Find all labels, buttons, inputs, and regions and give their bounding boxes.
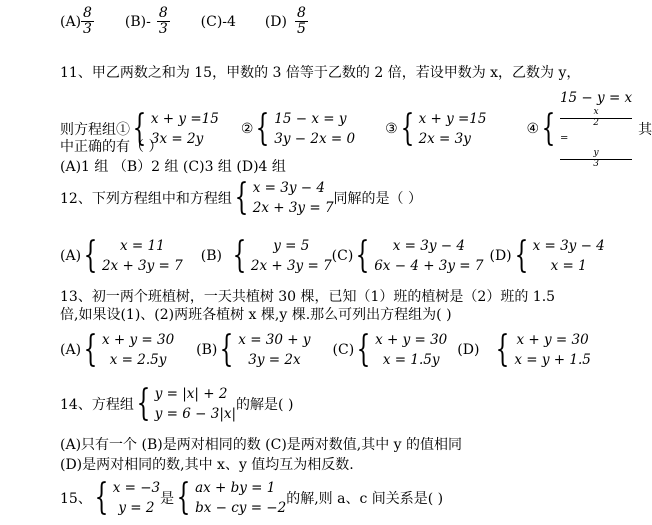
q11-choices: (A)1 组 （B）2 组 (C)3 组 (D)4 组 [60,159,286,175]
q13-d-system: { x + y = 30 x = y + 1.5 [496,329,591,370]
q13-a-label: (A) [60,342,82,358]
q11-mark-4: ④ [526,120,540,137]
q10-d-label: (D) [264,13,287,30]
q10-a-label: (A) [60,13,82,30]
q15-mid: 是 [160,491,175,507]
q13-a-system: { x + y = 30 x = 2.5y [83,329,175,370]
q11-mark-2: ② [240,120,254,137]
q12-c-label: (C) [331,248,354,264]
q12-b-system: { y = 5 2x + 3y = 7 [232,235,332,276]
q11-system-3: { x + y =15 2x = 3y [400,107,487,149]
q11-stem: 11、甲乙两数之和为 15，甲数的 3 倍等于乙数的 2 倍，若设甲数为 x，乙数为 y， [60,65,581,81]
q10-b-label: (B)- [124,13,151,30]
q10-c-option: (C)-4 [200,13,236,30]
q15-stem: 15、 [60,491,92,507]
q10-d-fraction: $\frac{8}{5}$ [297,5,306,38]
q11-line3: 中正确的有（ ） [60,139,163,155]
q14-stem: 14、方程组 [60,397,134,413]
q12-stem-row [60,178,422,218]
q13-options-row [60,330,591,370]
q11-system-4: { 15 − y = x x 2 = y 3 [541,90,633,169]
q10-b-fraction: $\frac{8}{3}$ [158,5,168,38]
q14-stem-row [60,384,293,424]
q11-suffix: 其 [638,121,652,138]
q13-c-label: (C) [332,342,355,358]
q14-system: { y = |x| + 2 y = 6 − 3|x| [136,383,237,424]
q12-d-label: (D) [489,248,512,264]
q12-system: { x = 3y − 4 2x + 3y = 7 [234,177,334,218]
q12-tail: 同解的是（ ） [333,191,422,207]
q12-options-row [60,236,605,276]
q12-a-label: (A) [60,248,82,264]
q11-mark-3: ③ [385,120,398,137]
q13-b-system: { x = 30 + y 3y = 2x [219,329,311,370]
q10-a-fraction: $\frac{8}{3}$ [83,5,92,38]
q13-b-label: (B) [196,342,218,358]
q15-system-2: { ax + by = 1 bx − cy = −2 [176,477,287,518]
q12-stem: 12、下列方程组中和方程组 [60,191,232,207]
q13-line1: 13、初一两个班植树，一天共植树 30 棵，已知（1）班的植树是（2）班的 1.5 [60,289,556,305]
q15-system-1: { x = −3 y = 2 [94,477,161,518]
q13-c-system: { x + y = 30 x = 1.5y [356,329,448,370]
q13-d-label: (D) [457,342,480,358]
q15-tail: 的解,则 a、c 间关系是( ) [286,491,444,507]
q12-c-system: { x = 3y − 4 6x − 4 + 3y = 7 [355,235,484,276]
q14-line3: (D)是两对相同的数,其中 x、y 值均互为相反数. [60,457,354,473]
q12-b-label: (B) [200,248,222,264]
q15-row [60,478,443,518]
q14-tail: 的解是( ) [236,397,294,413]
q13-line2: 倍,如果设(1)、(2)两班各植树 x 棵,y 棵.那么可列出方程组为( ) [60,307,452,323]
q11-prefix: 则方程组① [60,121,130,138]
q11-system-2: { 15 − x = y 3y − 2x = 0 [255,107,356,149]
q12-a-system: { x = 11 2x + 3y = 7 [83,235,183,276]
q11-system-1: { x + y =15 3x = 2y [132,107,219,149]
q14-line2: (A)只有一个 (B)是两对相同的数 (C)是两对数值,其中 y 的值相同 [60,437,463,453]
q10-options [60,6,308,38]
q12-d-system: { x = 3y − 4 x = 1 [514,235,605,276]
